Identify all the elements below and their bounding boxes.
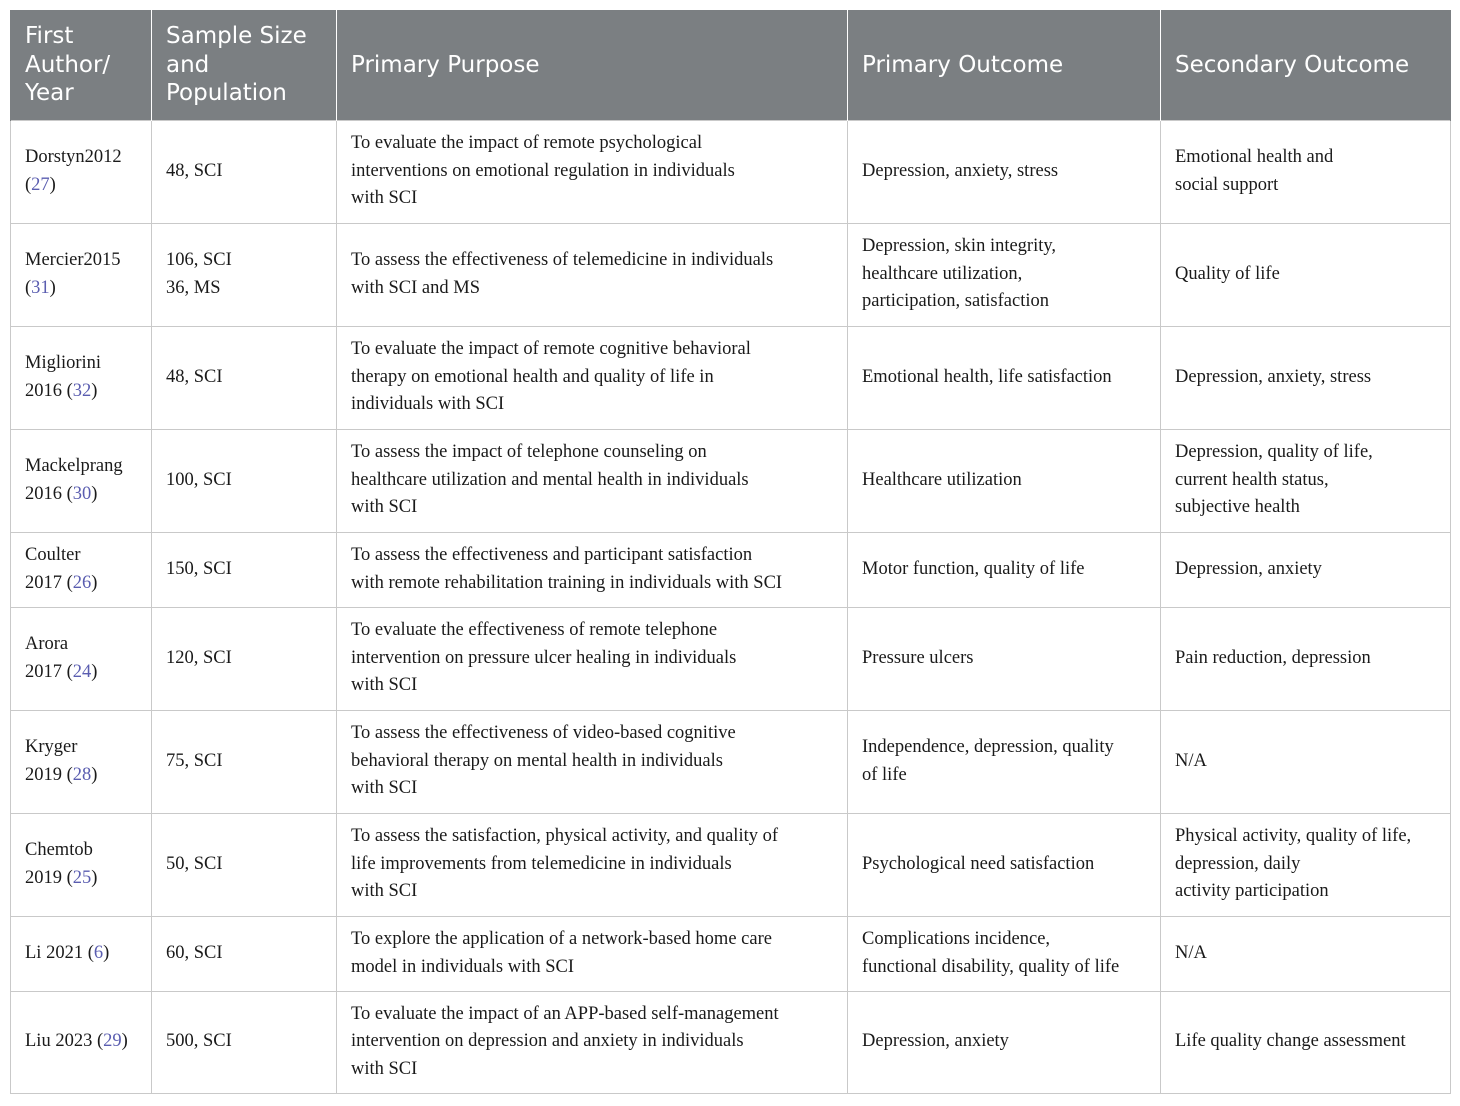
sample-cell: 150, SCI — [152, 532, 337, 607]
table-row — [11, 429, 1451, 532]
table-row — [11, 607, 1451, 710]
author-year-text: ) — [91, 483, 98, 504]
primary-outcome-cell: Psychological need satisfaction — [848, 813, 1161, 916]
author-year-cell — [11, 813, 152, 916]
sample-cell: 60, SCI — [152, 916, 337, 991]
author-year-cell — [11, 916, 152, 991]
author-year-cell — [11, 991, 152, 1093]
author-year-text: ) — [91, 764, 98, 785]
primary-outcome-cell: Depression, skin integrity, healthcare utilization, participation, satisfaction — [848, 223, 1161, 326]
reference-link[interactable]: 29 — [103, 1031, 122, 1052]
author-year-text: Li 2021 ( — [25, 942, 94, 963]
secondary-outcome-cell: Quality of life — [1161, 223, 1451, 326]
header-secondary-outcome: Secondary Outcome — [1161, 10, 1451, 120]
primary-outcome-cell: Depression, anxiety, stress — [848, 120, 1161, 223]
purpose-cell: To assess the satisfaction, physical activity, and quality of life improvements from telemedicine in individuals with SCI — [337, 813, 848, 916]
author-year-text: Chemtob 2019 ( — [25, 840, 93, 888]
secondary-outcome-cell: Depression, anxiety — [1161, 532, 1451, 607]
studies-table — [10, 10, 1451, 1094]
sample-cell: 48, SCI — [152, 120, 337, 223]
author-year-text: ) — [91, 661, 98, 682]
table-row — [11, 532, 1451, 607]
secondary-outcome-cell: Emotional health and social support — [1161, 120, 1451, 223]
sample-cell: 48, SCI — [152, 326, 337, 429]
header-row — [11, 10, 1451, 120]
author-year-cell — [11, 429, 152, 532]
primary-outcome-cell: Motor function, quality of life — [848, 532, 1161, 607]
purpose-cell: To evaluate the impact of remote psychological interventions on emotional regulation in individuals with SCI — [337, 120, 848, 223]
sample-cell: 120, SCI — [152, 607, 337, 710]
purpose-cell: To assess the effectiveness of telemedicine in individuals with SCI and MS — [337, 223, 848, 326]
secondary-outcome-cell: Depression, quality of life, current health status, subjective health — [1161, 429, 1451, 532]
secondary-outcome-cell: Life quality change assessment — [1161, 991, 1451, 1093]
sample-cell: 50, SCI — [152, 813, 337, 916]
author-year-text: ) — [121, 1031, 128, 1052]
table-row — [11, 326, 1451, 429]
purpose-cell: To assess the impact of telephone counseling on healthcare utilization and mental health in individuals with SCI — [337, 429, 848, 532]
sample-cell: 75, SCI — [152, 710, 337, 813]
reference-link[interactable]: 28 — [72, 764, 92, 785]
secondary-outcome-cell: N/A — [1161, 916, 1451, 991]
table-row — [11, 223, 1451, 326]
secondary-outcome-cell: N/A — [1161, 710, 1451, 813]
author-year-text: Coulter 2017 ( — [25, 545, 81, 593]
reference-link[interactable]: 6 — [93, 942, 104, 963]
table-body — [11, 120, 1451, 1093]
header-author-year: First Author/ Year — [11, 10, 152, 120]
header-primary-outcome: Primary Outcome — [848, 10, 1161, 120]
purpose-cell: To assess the effectiveness and participant satisfaction with remote rehabilitation training in individuals with SCI — [337, 532, 848, 607]
author-year-text: ) — [91, 380, 98, 401]
primary-outcome-cell: Emotional health, life satisfaction — [848, 326, 1161, 429]
purpose-cell: To evaluate the impact of an APP-based self-management intervention on depression and anxiety in individuals with SCI — [337, 991, 848, 1093]
reference-link[interactable]: 27 — [31, 174, 50, 195]
table-row — [11, 120, 1451, 223]
reference-link[interactable]: 25 — [72, 867, 92, 888]
table-row — [11, 991, 1451, 1093]
reference-link[interactable]: 30 — [72, 483, 92, 504]
reference-link[interactable]: 31 — [31, 277, 50, 298]
author-year-text: ) — [103, 942, 110, 963]
author-year-text: Kryger 2019 ( — [25, 737, 78, 785]
purpose-cell: To evaluate the effectiveness of remote telephone intervention on pressure ulcer healing in individuals with SCI — [337, 607, 848, 710]
secondary-outcome-cell: Physical activity, quality of life, depression, daily activity participation — [1161, 813, 1451, 916]
reference-link[interactable]: 32 — [72, 380, 92, 401]
sample-cell: 100, SCI — [152, 429, 337, 532]
reference-link[interactable]: 26 — [72, 572, 92, 593]
author-year-text: Mercier2015 ( — [25, 250, 121, 298]
table-row — [11, 710, 1451, 813]
author-year-text: Migliorini 2016 ( — [25, 353, 102, 401]
author-year-text: Dorstyn2012 ( — [25, 147, 122, 195]
author-year-text: ) — [91, 572, 98, 593]
sample-cell: 500, SCI — [152, 991, 337, 1093]
author-year-cell — [11, 607, 152, 710]
author-year-cell — [11, 223, 152, 326]
author-year-text: ) — [91, 867, 98, 888]
primary-outcome-cell: Depression, anxiety — [848, 991, 1161, 1093]
purpose-cell: To assess the effectiveness of video-based cognitive behavioral therapy on mental health in individuals with SCI — [337, 710, 848, 813]
author-year-cell — [11, 710, 152, 813]
table-row — [11, 916, 1451, 991]
secondary-outcome-cell: Depression, anxiety, stress — [1161, 326, 1451, 429]
author-year-text: ) — [49, 277, 56, 298]
author-year-cell — [11, 326, 152, 429]
table-row — [11, 813, 1451, 916]
author-year-cell — [11, 532, 152, 607]
table-header — [11, 10, 1451, 120]
purpose-cell: To evaluate the impact of remote cognitive behavioral therapy on emotional health and quality of life in individuals with SCI — [337, 326, 848, 429]
sample-cell: 106, SCI 36, MS — [152, 223, 337, 326]
reference-link[interactable]: 24 — [72, 661, 92, 682]
primary-outcome-cell: Healthcare utilization — [848, 429, 1161, 532]
primary-outcome-cell: Pressure ulcers — [848, 607, 1161, 710]
purpose-cell: To explore the application of a network-based home care model in individuals with SCI — [337, 916, 848, 991]
primary-outcome-cell: Independence, depression, quality of life — [848, 710, 1161, 813]
author-year-text: Liu 2023 ( — [25, 1031, 104, 1052]
author-year-cell — [11, 120, 152, 223]
header-sample-size: Sample Size and Population — [152, 10, 337, 120]
author-year-text: Mackelprang 2016 ( — [25, 456, 123, 504]
secondary-outcome-cell: Pain reduction, depression — [1161, 607, 1451, 710]
primary-outcome-cell: Complications incidence, functional disability, quality of life — [848, 916, 1161, 991]
author-year-text: ) — [49, 174, 56, 195]
header-primary-purpose: Primary Purpose — [337, 10, 848, 120]
author-year-text: Arora 2017 ( — [25, 634, 73, 682]
